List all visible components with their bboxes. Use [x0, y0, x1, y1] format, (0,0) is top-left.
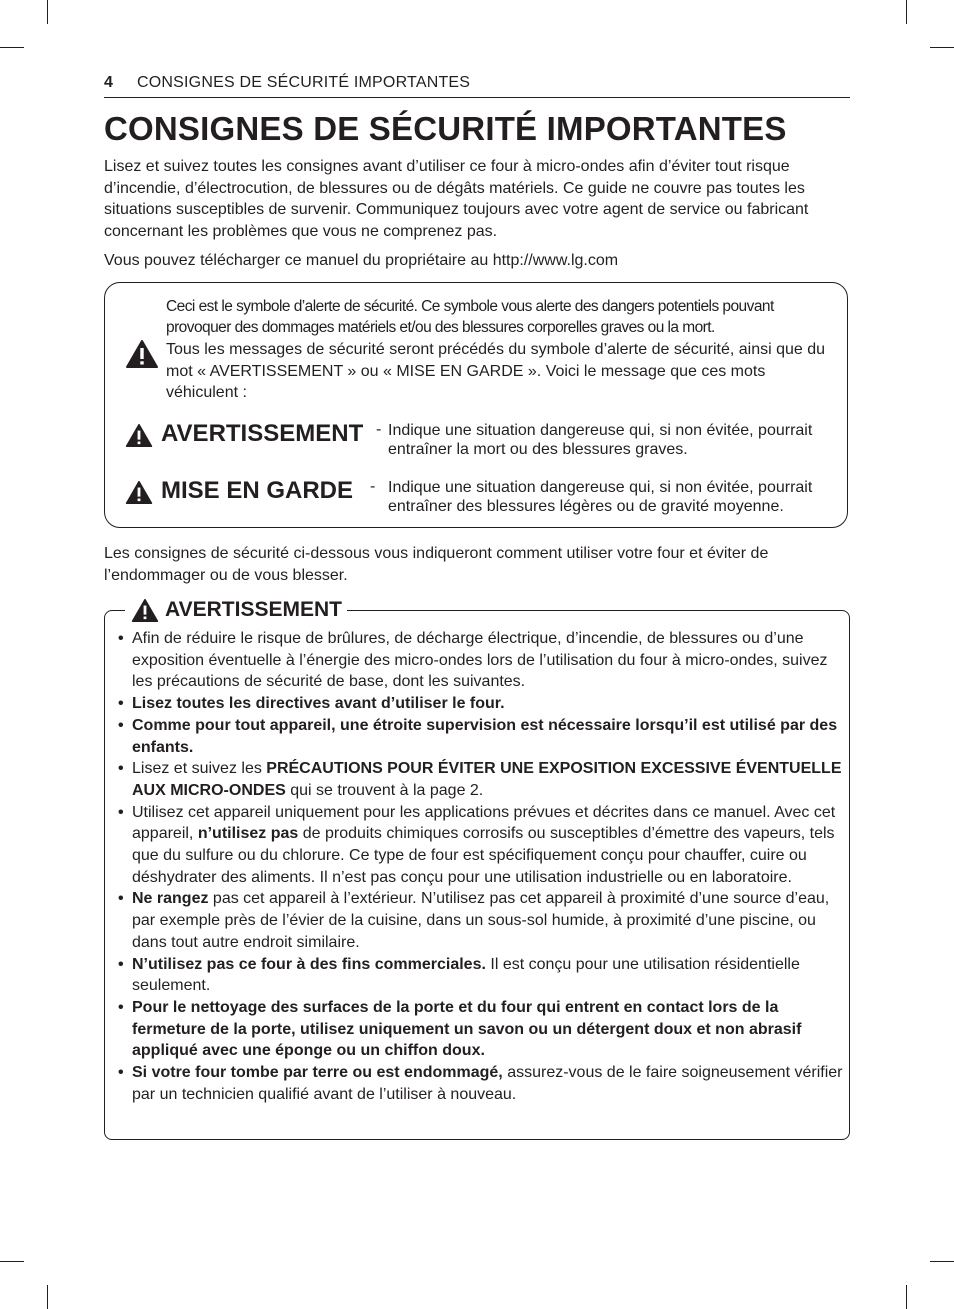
download-note: Vous pouvez télécharger ce manuel du propriétaire au http://www.lg.com: [104, 252, 619, 269]
crop-mark: [47, 1285, 48, 1309]
list-item: [118, 997, 843, 1062]
item-text: Utilisez cet appareil uniquement pour les applications prévues et décrites dans ce manuel. Avec cet appareil,: [132, 803, 836, 843]
crop-mark: [47, 0, 48, 24]
list-item: [118, 628, 843, 693]
list-item: [118, 715, 843, 758]
item-bold-text: n’utilisez pas: [197, 825, 299, 843]
item-text: assurez-vous de le faire soigneusement vérifier par un technicien qualifié avant de l’utiliser à nouveau.: [132, 1064, 843, 1103]
intro-paragraph: Lisez et suivez toutes les consignes avant d’utiliser ce four à micro-ondes afin d’éviter tout risque d’incendie, d’électrocution, de blessures ou de dégâts matériels. Ce guide ne couvre pas toutes les situations susceptibles de survenir. Communiquez toujours avec votre agent de service ou fabricant concernant les problèmes que vous ne comprenez pas.: [104, 158, 809, 240]
warning-triangle-icon: [125, 423, 153, 453]
item-text: Lisez et suivez les: [132, 760, 267, 778]
warning-triangle-icon: [125, 339, 159, 374]
list-item: [118, 693, 843, 715]
alert-symbol-description: Ceci est le symbole d’alerte de sécurité. Ce symbole vous alerte des dangers potentiels pouvant provoquer des dommages matériels et/ou des blessures corporelles graves ou la mort.: [166, 298, 774, 336]
crop-mark: [0, 1261, 24, 1262]
crop-mark: [930, 1261, 954, 1262]
crop-mark: [0, 47, 24, 48]
item-text: Il est conçu pour une utilisation résidentielle seulement.: [132, 955, 800, 995]
item-bold-text: PRÉCAUTIONS POUR ÉVITER UNE EXPOSITION EXCESSIVE ÉVENTUELLE AUX MICRO-ONDES: [132, 760, 842, 799]
list-item: [118, 1062, 843, 1105]
warning-section-heading: [125, 597, 347, 623]
signal-word-definition: Indique une situation dangereuse qui, si non évitée, pourrait entraîner la mort ou des blessures graves.: [388, 422, 813, 458]
list-item: [118, 758, 843, 801]
signal-word-label: AVERTISSEMENT: [161, 420, 364, 447]
list-item: [118, 802, 843, 889]
running-title: CONSIGNES DE SÉCURITÉ IMPORTANTES: [137, 74, 471, 91]
item-bold-text: Si votre four tombe par terre ou est endommagé,: [132, 1064, 503, 1082]
item-bold-text: Pour le nettoyage des surfaces de la porte et du four qui entrent en contact lors de la fermeture de la porte, utilisez uniquement un savon ou un détergent doux et non abrasif appliqué avec une éponge ou un chiffon doux.: [132, 998, 802, 1060]
crop-mark: [930, 47, 954, 48]
lead-in-paragraph: Les consignes de sécurité ci-dessous vous indiqueront comment utiliser votre four et éviter de l’endommager ou de vous blesser.: [104, 545, 769, 584]
warning-section: [104, 598, 850, 1140]
item-text: Afin de réduire le risque de brûlures, de décharge électrique, d’incendie, de blessures ou d’une exposition éventuelle à l’énergie des micro-ondes lors de l’utilisation du four à micro-ondes, suivez les précautions de sécurité de base, dont les suivantes.: [132, 630, 828, 691]
warning-triangle-icon: [125, 480, 153, 510]
item-bold-text: Ne rangez: [132, 890, 209, 908]
running-header: [104, 73, 850, 98]
list-item: [118, 888, 843, 953]
item-bold-text: Comme pour tout appareil, une étroite supervision est nécessaire lorsqu’il est utilisé par des enfants.: [132, 716, 838, 756]
item-bold-text: N’utilisez pas ce four à des fins commerciales.: [132, 955, 486, 973]
signal-word-label: MISE EN GARDE: [161, 477, 354, 504]
item-bold-text: Lisez toutes les directives avant d’utiliser le four.: [132, 695, 505, 713]
item-text: qui se trouvent à la page 2.: [285, 781, 484, 799]
item-text: de produits chimiques corrosifs ou susceptibles d’émettre des vapeurs, tels que du sulfure ou du chlorure. Ce type de four est spécifiquement conçu pour chauffer, cuire ou déshydrater des aliments. Il n’est pas conçu pour une utilisation industrielle ou en laboratoire.: [132, 825, 835, 886]
warning-section-label: AVERTISSEMENT: [165, 598, 342, 621]
warning-triangle-icon: [131, 598, 159, 623]
signal-word-dash: -: [370, 478, 376, 495]
crop-mark: [906, 1285, 907, 1309]
page-number: 4: [104, 74, 113, 91]
signal-word-definition: Indique une situation dangereuse qui, si non évitée, pourrait entraîner des blessures légères ou de gravité moyenne.: [388, 479, 813, 515]
alert-symbol-usage: Tous les messages de sécurité seront précédés du symbole d’alerte de sécurité, ainsi que du mot « AVERTISSEMENT » ou « MISE EN GARDE ». Voici le message que ces mots véhiculent :: [166, 341, 826, 401]
item-text: pas cet appareil à l’extérieur. N’utilisez pas cet appareil à proximité d’une source d’eau, par exemple près de l’évier de la cuisine, dans un sous-sol humide, à proximité d’une piscine, ou dans tout autre endroit similaire.: [132, 890, 830, 951]
safety-alert-box: [104, 282, 848, 528]
list-item: [118, 954, 843, 997]
signal-word-dash: -: [376, 421, 382, 438]
warning-list: [118, 628, 843, 1105]
page-title: CONSIGNES DE SÉCURITÉ IMPORTANTES: [104, 110, 787, 147]
crop-mark: [906, 0, 907, 24]
